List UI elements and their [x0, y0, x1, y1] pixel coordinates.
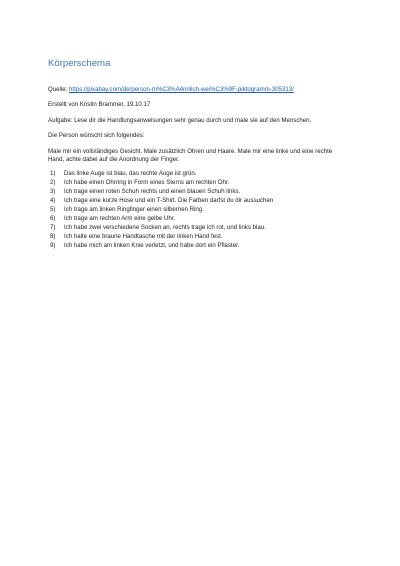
- list-number: 8): [50, 233, 56, 241]
- list-text: Ich habe mich am linken Knie verletzt, und habe dort ein Pflaster.: [64, 242, 240, 250]
- task-line: Aufgabe: Lese dir die Handlungsanweisungen sehr genau durch und male sie auf den Menschen.: [48, 116, 312, 124]
- list-text: Ich trage eine kurze Hose und ein T-Shirt. Die Farben darfst du dir aussuchen: [64, 197, 274, 205]
- list-text: Ich habe einen Ohrring in Form eines Sterns am rechten Ohr.: [64, 179, 230, 187]
- list-item: [48, 196, 350, 205]
- intro-line: Die Person wünscht sich folgendes:: [48, 132, 145, 140]
- list-item: [48, 178, 350, 187]
- list-number: 2): [50, 179, 56, 187]
- instruction-list: [48, 169, 350, 250]
- list-number: 5): [50, 206, 56, 214]
- page-title: Körperschema: [48, 58, 111, 69]
- author-line: Erstellt von Kristin Brammer, 19.10.17: [48, 101, 151, 109]
- source-line: [48, 86, 350, 94]
- list-text: Ich trage am rechten Arm eine gelbe Uhr.: [64, 215, 176, 223]
- list-text: Das linke Auge ist blau, das rechte Auge ist grün.: [64, 170, 197, 178]
- list-item: [48, 187, 350, 196]
- source-label: Quelle:: [48, 86, 68, 93]
- list-item: [48, 169, 350, 178]
- list-number: 9): [50, 242, 56, 250]
- list-number: 7): [50, 224, 56, 232]
- list-item: [48, 241, 350, 250]
- list-number: 3): [50, 188, 56, 196]
- list-text: Ich trage am linken Ringfinger einen silbernen Ring.: [64, 206, 204, 214]
- list-text: Ich habe zwei verschiedene Socken an, rechts trage ich rot, und links blau.: [64, 224, 266, 232]
- list-number: 6): [50, 215, 56, 223]
- source-link[interactable]: https://pixabay.com/de/person-m%C3%A4nnlich-wei%C3%9F-piktogramm-305313/: [69, 86, 294, 93]
- list-number: 1): [50, 170, 56, 178]
- list-number: 4): [50, 197, 56, 205]
- list-item: [48, 205, 350, 214]
- list-item: [48, 223, 350, 232]
- list-text: Ich halte eine braune Handtasche mit der linken Hand fest.: [64, 233, 223, 241]
- instructions-paragraph: Male mir ein vollständiges Gesicht. Male zusätzlich Ohren und Haare. Male mir eine linke und eine rechte Hand, achte dabei auf die Anordnung der Finger.: [48, 147, 333, 164]
- list-text: Ich trage einen roten Schuh rechts und einen blauen Schuh links.: [64, 188, 241, 196]
- list-item: [48, 214, 350, 223]
- list-item: [48, 232, 350, 241]
